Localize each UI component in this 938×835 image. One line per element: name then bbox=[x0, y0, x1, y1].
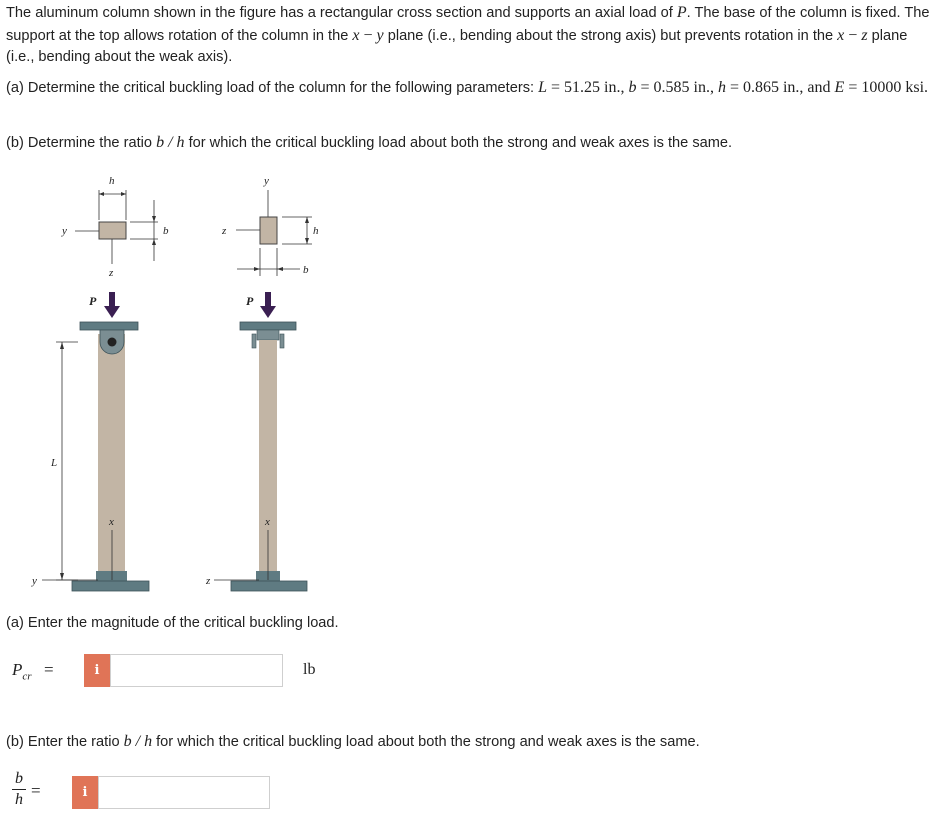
answer-b-text: (b) Enter the ratio bbox=[6, 734, 124, 750]
pcr-sub: cr bbox=[22, 670, 32, 683]
ratio-fraction bbox=[12, 770, 26, 808]
answer-b-prompt bbox=[6, 731, 932, 754]
label-y: y bbox=[32, 575, 37, 587]
value-e: = 10000 ksi. bbox=[844, 79, 929, 96]
part-b-statement bbox=[6, 132, 932, 155]
fraction-numerator: b bbox=[15, 770, 23, 787]
column-figure bbox=[0, 168, 400, 600]
label-z: z bbox=[206, 575, 211, 587]
pcr-input[interactable] bbox=[110, 654, 283, 687]
load-arrow-icon bbox=[109, 292, 115, 306]
section-rect-weak bbox=[260, 217, 277, 244]
label-y: y bbox=[264, 175, 269, 187]
part-a-statement bbox=[6, 77, 932, 100]
intro-var-x: x bbox=[352, 26, 360, 44]
label-z: z bbox=[109, 267, 114, 279]
ratio-b-h: b / h bbox=[123, 733, 153, 750]
label-x: x bbox=[265, 516, 270, 528]
var-l: L bbox=[538, 79, 548, 96]
label-p: P bbox=[89, 294, 97, 308]
part-a-text: (a) Determine the critical buckling load of the column for the following parameters: bbox=[6, 80, 539, 96]
cross-section-weak bbox=[221, 175, 319, 276]
label-b: b bbox=[163, 225, 169, 237]
pin-icon bbox=[108, 338, 117, 347]
fixed-base bbox=[72, 581, 149, 591]
value-h: = 0.865 in., and bbox=[725, 79, 835, 96]
var-h: h bbox=[717, 79, 726, 96]
section-rect-strong bbox=[99, 222, 126, 239]
pcr-main: P bbox=[12, 660, 23, 679]
intro-var-z: z bbox=[861, 26, 868, 44]
label-b: b bbox=[303, 264, 309, 276]
var-e: E bbox=[834, 79, 845, 96]
part-b-text: (b) Determine the ratio bbox=[6, 135, 157, 151]
column-fixed-view bbox=[205, 292, 307, 591]
answer-b-text: for which the critical buckling load about both the strong and weak axes is the same. bbox=[152, 734, 700, 750]
cross-section-strong bbox=[61, 175, 169, 279]
fraction-denominator: h bbox=[12, 789, 26, 808]
var-b: b bbox=[628, 79, 637, 96]
ratio-b-h: b / h bbox=[156, 134, 185, 151]
label-x: x bbox=[109, 516, 114, 528]
label-y: y bbox=[62, 225, 67, 237]
intro-minus: − bbox=[844, 26, 862, 44]
info-icon[interactable]: i bbox=[84, 654, 110, 687]
value-l: = 51.25 in., bbox=[547, 79, 629, 96]
column-pinned-view bbox=[31, 292, 149, 591]
intro-text: plane (i.e., bending about the weak axis). bbox=[6, 27, 908, 65]
answer-a-prompt: (a) Enter the magnitude of the critical buckling load. bbox=[6, 615, 339, 631]
label-p: P bbox=[246, 294, 254, 308]
intro-text: plane (i.e., bending about the strong axis) but prevents rotation in the bbox=[383, 27, 838, 44]
pcr-unit: lb bbox=[303, 661, 316, 678]
label-h: h bbox=[313, 225, 319, 237]
value-b: = 0.585 in., bbox=[636, 79, 718, 96]
column-body bbox=[98, 334, 125, 576]
label-h: h bbox=[109, 175, 115, 187]
intro-text: . The base of the column is fixed. The support at the top allows rotation of the column in the bbox=[6, 5, 930, 44]
info-icon[interactable]: i bbox=[72, 776, 98, 809]
intro-minus: − bbox=[359, 26, 377, 44]
ratio-equals: = bbox=[31, 781, 41, 800]
label-l: L bbox=[51, 457, 58, 469]
pcr-label bbox=[12, 660, 32, 682]
top-plate bbox=[240, 322, 296, 330]
top-plate bbox=[80, 322, 138, 330]
problem-intro bbox=[6, 2, 932, 69]
intro-text: The aluminum column shown in the figure has a rectangular cross section and supports an axial load of bbox=[6, 5, 677, 21]
intro-var-x: x bbox=[837, 26, 845, 44]
part-b-text: for which the critical buckling load about both the strong and weak axes is the same. bbox=[184, 135, 733, 151]
label-z: z bbox=[222, 225, 227, 237]
ratio-input[interactable] bbox=[98, 776, 270, 809]
load-arrow-icon bbox=[265, 292, 271, 306]
intro-var-p: P bbox=[676, 4, 687, 21]
intro-var-y: y bbox=[376, 26, 384, 44]
fixed-base bbox=[231, 581, 307, 591]
pcr-equals: = bbox=[44, 660, 54, 679]
